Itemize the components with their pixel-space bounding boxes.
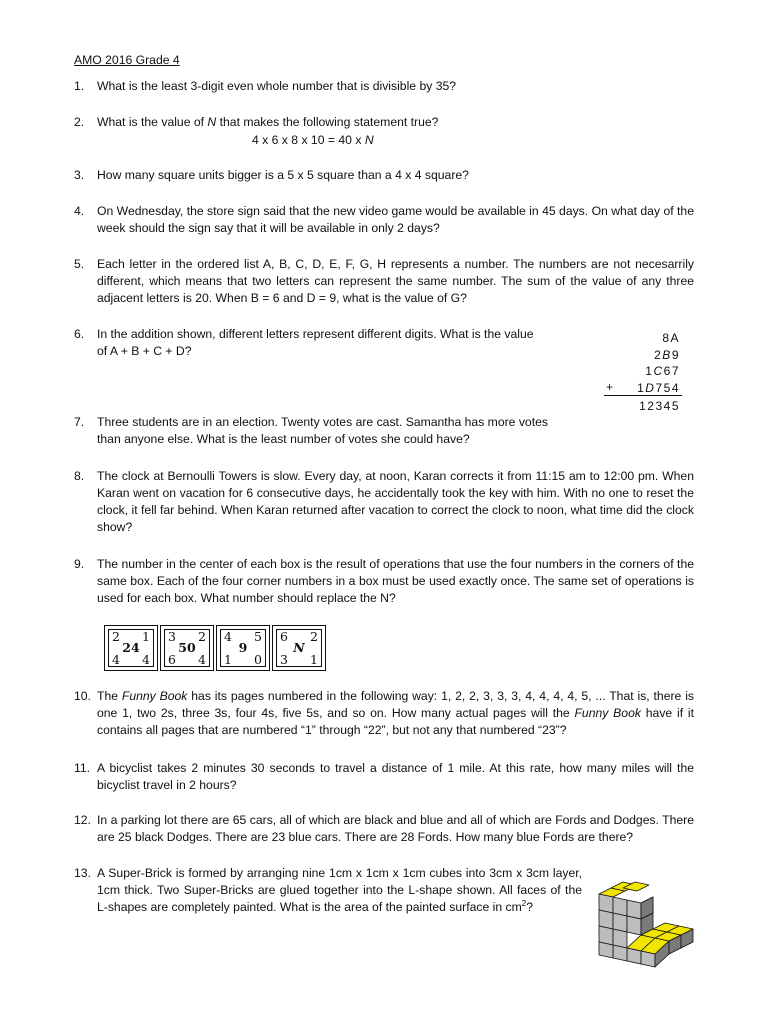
number-boxes: [104, 625, 326, 671]
l-shape-brick-figure: [595, 880, 699, 970]
question-12: [74, 812, 694, 846]
question-4: [74, 203, 694, 237]
question-8: [74, 468, 694, 536]
question-5: [74, 256, 694, 307]
question-text: A bicyclist takes 2 minutes 30 seconds to travel a distance of 1 mile. At this rate, how many miles will the bicyclist travel in 2 hours?: [97, 761, 694, 792]
question-number: 5.: [74, 257, 85, 271]
question-text: The clock at Bernoulli Towers is slow. Every day, at noon, Karan corrects it from 11:15 am to 12:00 pm. When Karan went on vacation for 6 consecutive days, he accidentally took the key with him. With no one to reset the clock, it fell far behind. When Karan returned after vacation to correct the clock to noon, what time did the clock show?: [97, 469, 694, 534]
question-text: What is the least 3-digit even whole number that is divisible by 35?: [97, 79, 457, 93]
question-number: 10.: [74, 689, 91, 703]
question-number: 8.: [74, 469, 85, 483]
question-6: [74, 326, 594, 360]
question-2: [74, 114, 694, 131]
question-number: 3.: [74, 168, 85, 182]
addition-problem: [604, 330, 680, 415]
question-text: How many square units bigger is a 5 x 5 square than a 4 x 4 square?: [97, 168, 469, 182]
question-number: 11.: [74, 761, 91, 775]
tall-brick-top: [599, 882, 649, 897]
addend-row: 8A: [662, 331, 680, 345]
question-7: [74, 414, 594, 448]
question-number: 12.: [74, 813, 91, 827]
addend-row: 1D754: [637, 380, 680, 395]
sum-line: [604, 395, 682, 396]
number-box: 2 1 24 4 4: [104, 625, 158, 671]
question-1: [74, 78, 694, 95]
number-box: 6 2 N 3 1: [272, 625, 326, 671]
question-number: 1.: [74, 79, 85, 93]
page-title: AMO 2016 Grade 4: [74, 53, 180, 67]
question-11: [74, 760, 694, 794]
number-box: 3 2 50 6 4: [160, 625, 214, 671]
question-number: 13.: [74, 866, 91, 880]
tall-brick-left-face: [599, 894, 641, 948]
tall-brick-right-face: [641, 897, 653, 935]
question-text: The Funny Book has its pages numbered in the following way: 1, 2, 2, 3, 3, 3, 4, 4, 4, 4, 5, ... That is, there is one 1, two 2s, three 3s, four 4s, five 5s, and so on. How many actual pages will the Funny Book have if it contains all pages that are numbered “1” through “22”, but not any that numbered “23”?: [97, 689, 695, 737]
addend-row: 2B9: [654, 347, 680, 362]
question-text: Each letter in the ordered list A, B, C, D, E, F, G, H represents a number. The numbers are not necesarrily different, which means that two letters can represent the same number. The sum of the value of any three adjacent letters is 20. When B = 6 and D = 9, what is the value of G?: [97, 257, 694, 305]
question-text: What is the value of N that makes the following statement true?: [97, 115, 439, 129]
question-3: [74, 167, 694, 184]
question-10: [74, 688, 694, 739]
question-text: The number in the center of each box is the result of operations that use the four numbers in the corners of the same box. Each of the four corner numbers in a box must be used exactly once. The same set of operations is used for each box. What number should replace the N?: [97, 557, 694, 605]
question-text: A Super-Brick is formed by arranging nine 1cm x 1cm x 1cm cubes into 3cm x 3cm layer, 1cm thick. Two Super-Bricks are glued together into the L-shape shown. All faces of the L-shapes are completely painted. What is the area of the painted surface in $cm^2$?: [97, 866, 582, 914]
question-13: [74, 865, 582, 916]
question-text: Three students are in an election. Twenty votes are cast. Samantha has more votes than anyone else. What is the least number of votes she could have?: [97, 415, 548, 446]
question-number: 9.: [74, 557, 85, 571]
question-number: 6.: [74, 327, 85, 341]
question-text: On Wednesday, the store sign said that the new video game would be available in 45 days. On what day of the week should the sign say that it will be available in only 2 days?: [97, 204, 694, 235]
number-box: 4 5 9 1 0: [216, 625, 270, 671]
question-9: [74, 556, 694, 607]
question-number: 7.: [74, 415, 85, 429]
question-number: 4.: [74, 204, 85, 218]
question-number: 2.: [74, 115, 85, 129]
addend-row: 1C67: [645, 364, 680, 378]
plus-sign: +: [606, 380, 614, 394]
question-text: In a parking lot there are 65 cars, all of which are black and blue and all of which are Fords and Dodges. There are 25 black Dodges. There are 23 blue cars. There are 28 Fords. How many blue Fords are there?: [97, 813, 694, 844]
sum-row: 12345: [639, 399, 680, 413]
equation: 4 x 6 x 8 x 10 = 40 x N: [252, 133, 374, 147]
question-text: In the addition shown, different letters represent different digits. What is the value of A + B + C + D?: [97, 327, 534, 358]
